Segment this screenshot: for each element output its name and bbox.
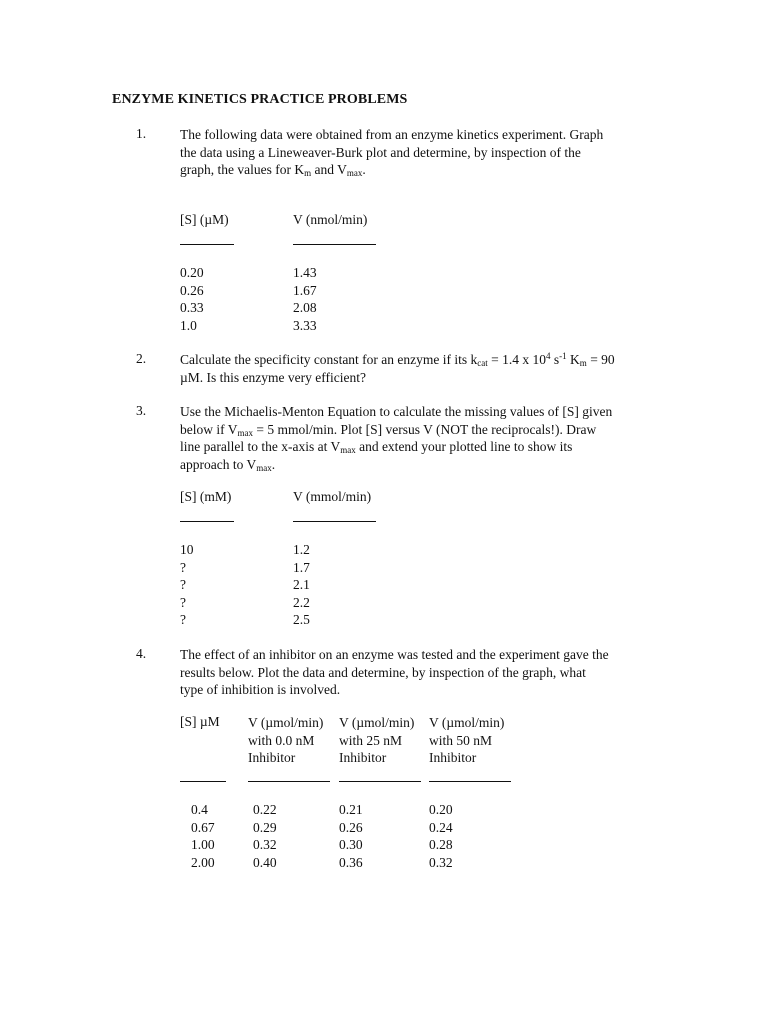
table-1-cell: 3.33 bbox=[293, 317, 317, 333]
problem-2-line-1: Calculate the specificity constant for an enzyme if its $k_{cat} = 1.4$ x $10^4$ $s^{-1}$ $K_m = 90$ bbox=[180, 351, 615, 368]
table-4-cell: 0.22 bbox=[253, 802, 277, 817]
table-4-column-v50 bbox=[429, 801, 453, 871]
table-3-cell: 2.1 bbox=[293, 577, 310, 592]
table-1-cell: 1.0 bbox=[180, 317, 197, 333]
problem-4-line-2: results below. Plot the data and determine, by inspection of the graph, what bbox=[180, 664, 586, 680]
table-3-cell: 2.2 bbox=[293, 594, 310, 610]
table-3-cell: 1.7 bbox=[293, 559, 310, 575]
table-4-cell: 0.4 bbox=[191, 802, 208, 817]
table-4-column-s bbox=[191, 801, 215, 871]
table-3-cell: ? bbox=[180, 612, 186, 627]
problem-3-line-4: approach to $V_{max}$. bbox=[180, 456, 276, 473]
problem-4-line-3: type of inhibition is involved. bbox=[180, 682, 341, 697]
table-4-cell: 0.32 bbox=[429, 854, 453, 870]
table-4-cell: 0.36 bbox=[339, 854, 363, 870]
table-4-header-v50: V (µmol/min) with 50 nM Inhibitor bbox=[429, 715, 505, 765]
table-4-rule-s bbox=[180, 781, 226, 782]
table-3-rule-s bbox=[180, 521, 234, 522]
problem-4-line-1: The effect of an inhibitor on an enzyme was tested and the experiment gave the bbox=[180, 647, 609, 662]
table-1-header-v: V (nmol/min) bbox=[293, 212, 368, 227]
table-4-cell: 0.29 bbox=[253, 819, 277, 835]
problem-3-line-2: below if $V_{max} = 5$ mmol/min. Plot [S] versus V (NOT the reciprocals!). Draw bbox=[180, 421, 597, 438]
problem-1-line-3: graph, the values for $K_m$ and $V_{max}$. bbox=[180, 162, 366, 178]
table-4-cell: 0.32 bbox=[253, 837, 277, 852]
table-1-cell: 1.67 bbox=[293, 282, 317, 298]
table-1-cell: 0.20 bbox=[180, 265, 204, 280]
table-1-rule-v bbox=[293, 244, 376, 245]
table-4-header-v25: V (µmol/min) with 25 nM Inhibitor bbox=[339, 715, 415, 765]
problem-4-number: 4. bbox=[136, 646, 147, 661]
table-1-column-s bbox=[180, 264, 204, 334]
problem-3-text bbox=[180, 403, 660, 473]
table-3-cell: 2.5 bbox=[293, 612, 310, 627]
table-4-rule-v50 bbox=[429, 781, 511, 782]
table-1-cell: 2.08 bbox=[293, 300, 317, 315]
problem-1-text bbox=[180, 126, 660, 179]
table-3-cell: ? bbox=[180, 577, 186, 592]
table-4-rule-v0 bbox=[248, 781, 330, 782]
table-3-rule-v bbox=[293, 521, 376, 522]
table-4-cell: 0.21 bbox=[339, 802, 363, 817]
table-3-cell: ? bbox=[180, 559, 186, 575]
document-title: ENZYME KINETICS PRACTICE PROBLEMS bbox=[112, 92, 408, 107]
table-4-column-v0 bbox=[253, 801, 277, 871]
problem-3-number: 3. bbox=[136, 403, 147, 418]
problem-3-line-3: line parallel to the x-axis at $V_{max}$ and extend your plotted line to show its bbox=[180, 439, 573, 455]
table-3-cell: 10 bbox=[180, 542, 194, 557]
table-4-cell: 1.00 bbox=[191, 837, 215, 852]
table-4-cell: 0.26 bbox=[339, 819, 363, 835]
problem-2-line-2: µM. Is this enzyme very efficient? bbox=[180, 369, 366, 385]
table-1-rule-s bbox=[180, 244, 234, 245]
table-4-header-s: [S] µM bbox=[180, 714, 220, 729]
table-4-header-v0: V (µmol/min) with 0.0 nM Inhibitor bbox=[248, 715, 324, 765]
problem-3-line-1: Use the Michaelis-Menton Equation to calculate the missing values of [S] given bbox=[180, 404, 613, 419]
table-4-cell: 0.24 bbox=[429, 819, 453, 835]
table-4-cell: 0.30 bbox=[339, 837, 363, 852]
problem-1-line-1: The following data were obtained from an enzyme kinetics experiment. Graph bbox=[180, 127, 604, 142]
table-1-cell: 0.26 bbox=[180, 282, 204, 298]
table-3-column-v bbox=[293, 541, 310, 629]
table-3-column-s bbox=[180, 541, 194, 629]
table-4-column-v25 bbox=[339, 801, 363, 871]
table-1-cell: 1.43 bbox=[293, 265, 317, 280]
problem-1-number: 1. bbox=[136, 126, 147, 141]
problem-2-number: 2. bbox=[136, 351, 147, 366]
problem-1-line-2: the data using a Lineweaver-Burk plot and determine, by inspection of the bbox=[180, 144, 581, 160]
table-4-cell: 2.00 bbox=[191, 854, 215, 870]
table-4-cell: 0.20 bbox=[429, 802, 453, 817]
table-1-column-v bbox=[293, 264, 317, 334]
problem-2-text bbox=[180, 351, 660, 386]
problem-4-text bbox=[180, 646, 660, 699]
table-3-cell: ? bbox=[180, 594, 186, 610]
table-1-cell: 0.33 bbox=[180, 300, 204, 315]
table-4-rule-v25 bbox=[339, 781, 421, 782]
table-3-header-v: V (mmol/min) bbox=[293, 489, 372, 504]
table-4-cell: 0.67 bbox=[191, 819, 215, 835]
table-3-header-s: [S] (mM) bbox=[180, 489, 232, 504]
table-3-cell: 1.2 bbox=[293, 542, 310, 557]
table-4-cell: 0.40 bbox=[253, 854, 277, 870]
table-4-cell: 0.28 bbox=[429, 837, 453, 852]
table-1-header-s: [S] (µM) bbox=[180, 212, 229, 227]
